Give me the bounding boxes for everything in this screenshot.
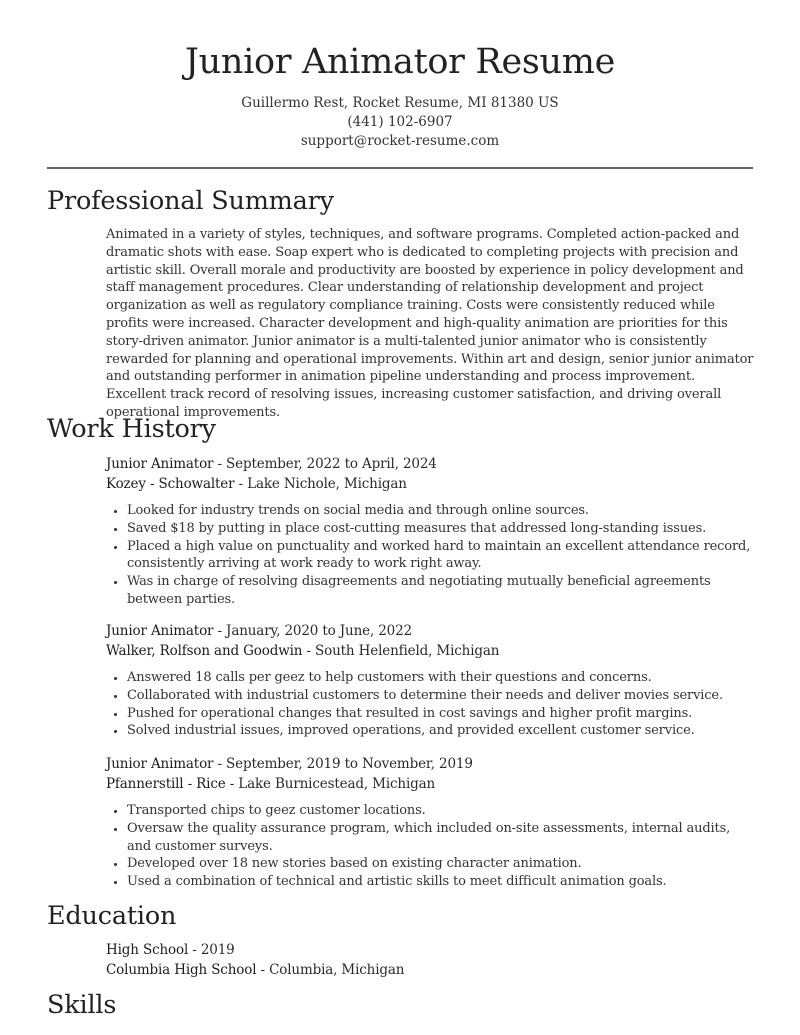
job-bullets (106, 502, 756, 609)
job-bullet: • Looked for industry trends on social media and through online sources. (127, 502, 756, 520)
job-company-line (106, 775, 756, 795)
contact-address: Guillermo Rest, Rocket Resume, MI 81380 US (241, 95, 559, 111)
job-location: - South Helenfield, Michigan (302, 642, 500, 659)
job-bullet: • Used a combination of technical and artistic skills to meet difficult animation goals. (127, 873, 756, 891)
job-entry-2 (106, 622, 756, 740)
resume-title: Junior Animator Resume (184, 42, 616, 82)
summary-text: Animated in a variety of styles, techniques, and software programs. Completed action-packed and dramatic shots with ease. Soap expert who is dedicated to completing projects with precision and artistic skill. Overall morale and productivity are boosted by experience in policy development and staff management procedures. Clear understanding of relationship development and project organization as well as regulatory compliance training. Costs were consistently reduced while profits were increased. Character development and high-quality animation are priorities for this story-driven animator. Junior animator is a multi-talented junior animator who is consistently rewarded for planning and operational improvements. Within art and design, senior junior animator and outstanding performer in animation pipeline understanding and process improvement. Excellent track record of resolving issues, increasing customer satisfaction, and driving overall operational improvements. (106, 227, 754, 420)
job-dates: - September, 2022 to April, 2024 (213, 456, 437, 472)
job-bullet: • Solved industrial issues, improved operations, and provided excellent customer service. (127, 722, 756, 740)
job-bullet: • Saved $18 by putting in place cost-cutting measures that addressed long-standing issues. (127, 520, 756, 538)
job-bullet: • Developed over 18 new stories based on existing character animation. (127, 855, 756, 873)
education-location: - Columbia, Michigan (256, 961, 405, 978)
job-location: - Lake Nichole, Michigan (234, 475, 407, 492)
job-location: - Lake Burnicestead, Michigan (225, 775, 436, 792)
job-title-line (106, 755, 756, 775)
section-heading-summary: Professional Summary (47, 186, 334, 216)
job-company-line (106, 642, 756, 662)
job-company: Pfannerstill - Rice (106, 775, 226, 792)
education-school-line (106, 961, 756, 981)
education-degree-line (106, 941, 756, 961)
job-bullets (106, 802, 756, 891)
job-company-line (106, 475, 756, 495)
job-bullet: • Was in charge of resolving disagreements and negotiating mutually beneficial agreements between parties. (127, 573, 756, 609)
job-bullet: • Answered 18 calls per geez to help customers with their questions and concerns. (127, 669, 756, 687)
resume-header (0, 0, 800, 151)
job-title-line (106, 455, 756, 475)
education-degree: High School (106, 942, 189, 958)
education-year: - 2019 (188, 942, 235, 958)
job-company: Walker, Rolfson and Goodwin (106, 642, 303, 659)
job-entry-3 (106, 755, 756, 891)
job-dates: - January, 2020 to June, 2022 (213, 623, 412, 639)
contact-phone: (441) 102-6907 (347, 114, 453, 130)
education-school: Columbia High School (106, 961, 257, 978)
job-bullet: • Pushed for operational changes that resulted in cost savings and higher profit margins. (127, 705, 756, 723)
contact-email[interactable]: support@rocket-resume.com (300, 133, 500, 149)
job-bullet: • Oversaw the quality assurance program, which included on-site assessments, internal audits, and customer surveys. (127, 820, 756, 856)
section-heading-education: Education (47, 901, 177, 931)
job-title: Junior Animator (106, 623, 214, 639)
job-bullets (106, 669, 756, 740)
job-dates: - September, 2019 to November, 2019 (213, 756, 473, 772)
header-divider (47, 167, 753, 169)
job-bullet: • Placed a high value on punctuality and worked hard to maintain an excellent attendance record, consistently arriving at work ready to work right away. (127, 538, 756, 574)
job-bullet: • Transported chips to geez customer locations. (127, 802, 756, 820)
job-entry-1 (106, 455, 756, 609)
education-entry (106, 941, 756, 980)
job-title: Junior Animator (106, 756, 214, 772)
job-company: Kozey - Schowalter (106, 475, 235, 492)
section-heading-skills: Skills (47, 990, 117, 1020)
job-title: Junior Animator (106, 456, 214, 472)
section-heading-work-history: Work History (47, 414, 216, 444)
job-bullet: • Collaborated with industrial customers to determine their needs and deliver movies service. (127, 687, 756, 705)
job-title-line (106, 622, 756, 642)
contact-info (0, 94, 800, 151)
